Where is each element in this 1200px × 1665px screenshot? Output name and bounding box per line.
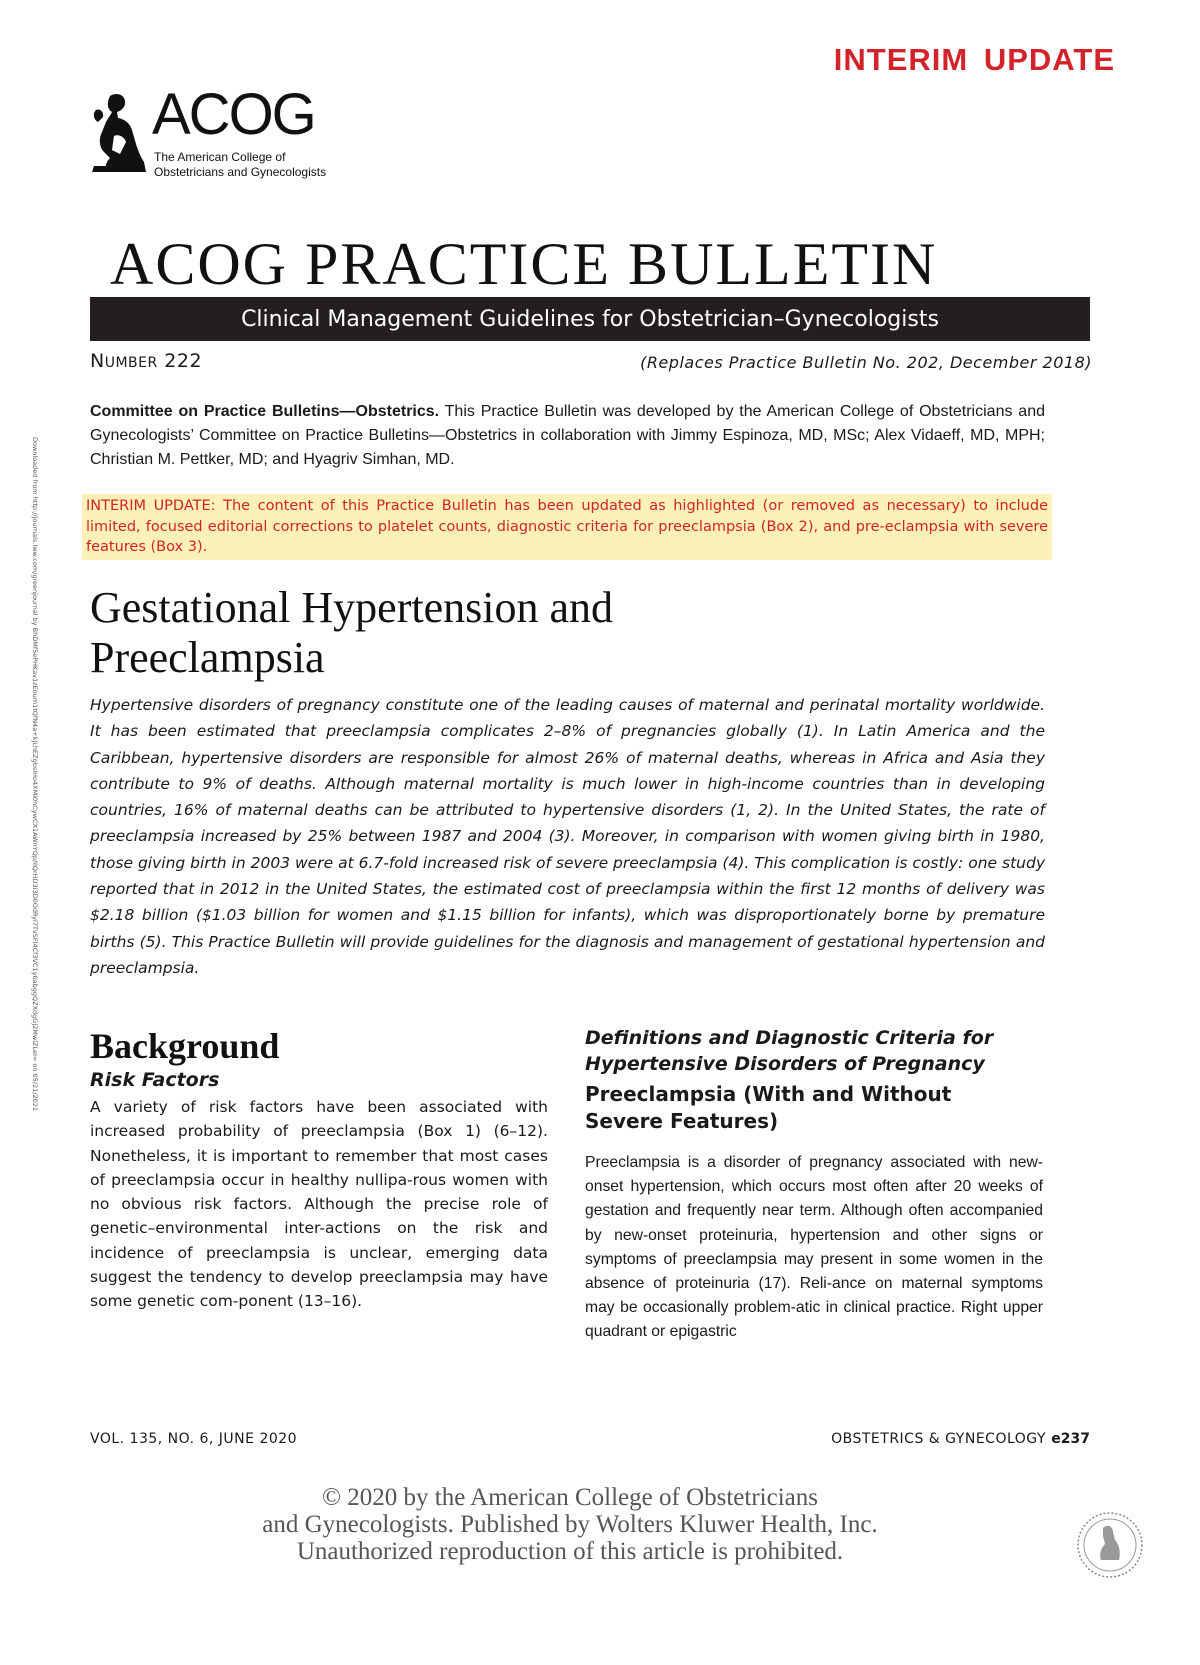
subtitle-bar — [90, 297, 1090, 341]
bulletin-number — [90, 350, 202, 372]
interim-update-note: INTERIM UPDATE: The content of this Practice Bulletin has been updated as highlighted (or removed as necessary) to include limited, focused editorial corrections to platelet counts, diagnostic criteria for preeclampsia (Box 2), and pre-eclampsia with severe features (Box 3). — [82, 494, 1052, 560]
logo-name-line1: The American College of — [154, 150, 286, 164]
acog-figure-icon — [90, 92, 148, 174]
interim-update-banner: INTERIM UPDATE — [833, 42, 1115, 77]
bulletin-title: ACOG PRACTICE BULLETIN — [110, 231, 938, 297]
footer-journal: OBSTETRICS & GYNECOLOGY — [831, 1431, 1046, 1447]
committee-lead: Committee on Practice Bulletins—Obstetrics. — [90, 403, 440, 420]
article-title-line1: Gestational Hypertension and — [90, 583, 613, 632]
preeclampsia-text: Preeclampsia is a disorder of pregnancy associated with new-onset hypertension, which occurs most often after 20 weeks of gestation and frequently near term. Although often accompanied by new-onset proteinuria, hypertension and other signs or symptoms of preeclampsia may present in some women in the absence of proteinuria (17). Reli-ance on maternal symptoms may be occasionally problem-atic in clinical practice. Right upper quadrant or epigastric — [585, 1154, 1043, 1341]
article-title-line2: Preeclampsia — [90, 633, 325, 682]
number-value: 222 — [164, 350, 203, 372]
definitions-heading-line1: Definitions and Diagnostic Criteria for — [585, 1027, 994, 1049]
preeclampsia-heading: Preeclampsia (With and Without Severe Features) — [585, 1082, 952, 1133]
replaces-note: (Replaces Practice Bulletin No. 202, December 2018) — [640, 353, 1092, 372]
subtitle-text: Clinical Management Guidelines for Obstetrician–Gynecologists — [241, 306, 939, 332]
acog-logo — [90, 82, 360, 192]
definitions-heading-line2: Hypertensive Disorders of Pregnancy — [585, 1053, 985, 1075]
article-title — [90, 583, 990, 683]
copyright-line3: Unauthorized reproduction of this article is prohibited. — [296, 1538, 844, 1565]
copyright-notice — [0, 1484, 1140, 1565]
logo-acronym: ACOG — [152, 82, 315, 147]
committee-paragraph — [90, 400, 1045, 472]
abstract-paragraph: Hypertensive disorders of pregnancy constitute one of the leading causes of maternal and perinatal mortality worldwide. It has been estimated that preeclampsia complicates 2–8% of pregnancies globally (1). In Latin America and the Caribbean, hypertensive disorders are responsible for almost 26% of maternal deaths, whereas in Africa and Asia they contribute to 9% of deaths. Although maternal mortality is much lower in high-income countries than in developing countries, 16% of maternal deaths can be attributed to hypertensive disorders (1, 2). In the United States, the rate of preeclampsia increased by 25% between 1987 and 2004 (3). Moreover, in comparison with women giving birth in 1980, those giving birth in 2003 were at 6.7-fold increased risk of severe preeclampsia (4). This complication is costly: one study reported that in 2012 in the United States, the estimated cost of preeclampsia within the first 12 months of delivery was $2.18 billion ($1.03 billion for women and $1.15 billion for infants), which was disproportionately borne by premature births (5). This Practice Bulletin will provide guidelines for the diagnosis and management of gestational hypertension and preeclampsia. — [90, 696, 1045, 977]
left-column — [90, 1025, 548, 1314]
footer-page-number: e237 — [1051, 1431, 1090, 1447]
footer-volume: VOL. 135, NO. 6, JUNE 2020 — [90, 1431, 298, 1447]
logo-organization-name — [154, 150, 374, 180]
definitions-heading — [585, 1025, 1043, 1077]
right-column — [585, 1025, 1043, 1345]
logo-name-line2: Obstetricians and Gynecologists — [154, 165, 327, 179]
copyright-line2: and Gynecologists. Published by Wolters Kluwer Health, Inc. — [262, 1511, 878, 1538]
background-heading: Background — [90, 1026, 280, 1066]
download-watermark: Downloaded from http://journals.lww.com/greenjournal by BhDMf5ePHKav1zEoum1tQfN4a+kJLhEZgbsIHo4XMi0hCywCX1AWnYQp/IlQrHD3i3D0OdRyi7TvSFl4Cf3VC1y0abggQZXdgGj2MwlZLeI= on 05/21/2021 — [31, 436, 39, 1112]
committee-text: This Practice Bulletin was developed by the American College of Obstetricians and Gynecologists’ Committee on Practice Bulletins—Obstetrics in collaboration with Jimmy Espinoza, MD, MSc; Alex Vidaeff, MD, MPH; Christian M. Pettker, MD; and Hyagriv Simhan, MD. — [90, 403, 1045, 468]
copyright-line1: © 2020 by the American College of Obstetricians — [322, 1484, 818, 1511]
number-label-rest: UMBER — [104, 355, 158, 371]
risk-factors-heading: Risk Factors — [90, 1069, 220, 1091]
publisher-seal-icon — [1075, 1510, 1145, 1580]
number-label-first: N — [90, 350, 105, 372]
risk-factors-text: A variety of risk factors have been associated with increased probability of preeclampsia (Box 1) (6–12). Nonetheless, it is important to remember that most cases of preeclampsia occur in healthy nullipa-rous women with no obvious risk factors. Although the precise role of genetic–environmental inter-actions on the risk and incidence of preeclampsia is unclear, emerging data suggest the tendency to develop preeclampsia may have some genetic com-ponent (13–16). — [90, 1098, 548, 1311]
